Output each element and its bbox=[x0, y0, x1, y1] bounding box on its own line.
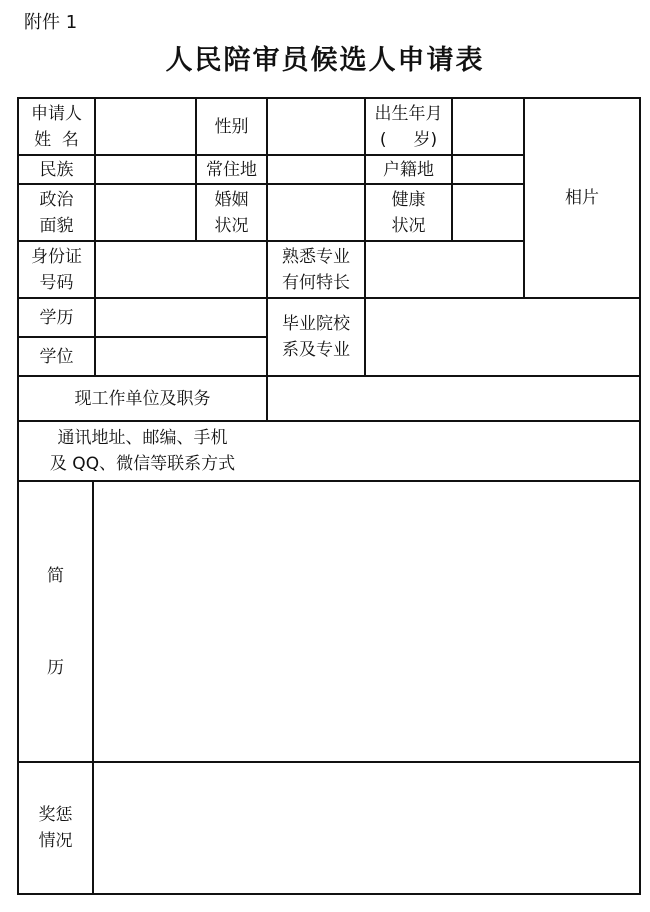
education-field[interactable] bbox=[96, 299, 266, 336]
birth-date-field[interactable] bbox=[453, 99, 523, 154]
resume-label-char2: 历 bbox=[47, 657, 64, 678]
health-status-label bbox=[366, 185, 451, 240]
degree-label bbox=[19, 338, 94, 375]
expertise-field[interactable] bbox=[366, 242, 523, 297]
awards-label-line2: 情况 bbox=[38, 831, 73, 851]
id-number-label-line2: 号码 bbox=[39, 272, 74, 293]
school-major-field[interactable] bbox=[366, 299, 639, 375]
gender-label-text: 性别 bbox=[214, 116, 249, 137]
residence-label-text: 常住地 bbox=[206, 159, 257, 180]
political-status-label-line2: 面貌 bbox=[39, 215, 74, 236]
expertise-label-line2: 有何特长 bbox=[282, 272, 350, 293]
contact-label-line2: 及 QQ、微信等联系方式 bbox=[49, 454, 236, 474]
school-major-label bbox=[268, 299, 364, 375]
resume-label bbox=[19, 482, 92, 761]
education-label-text: 学历 bbox=[39, 307, 74, 328]
expertise-label-line1: 熟悉专业 bbox=[282, 246, 350, 267]
resume-field[interactable] bbox=[94, 482, 639, 761]
gender-field[interactable] bbox=[268, 99, 364, 154]
grid-line bbox=[639, 97, 641, 895]
political-status-label-line1: 政治 bbox=[39, 189, 74, 210]
contact-label-line1: 通讯地址、邮编、手机 bbox=[57, 428, 228, 448]
school-major-label-line1: 毕业院校 bbox=[282, 314, 350, 334]
household-registration-label-text: 户籍地 bbox=[383, 159, 434, 180]
health-status-label-line1: 健康 bbox=[391, 189, 426, 210]
applicant-name-label-line1: 申请人 bbox=[31, 103, 82, 124]
resume-label-char1: 简 bbox=[47, 565, 64, 586]
ethnicity-label bbox=[19, 156, 94, 183]
applicant-name-label-line2: 姓 名 bbox=[34, 129, 79, 150]
political-status-label bbox=[19, 185, 94, 240]
residence-label bbox=[197, 156, 266, 183]
expertise-label bbox=[268, 242, 364, 297]
marital-status-label-line1: 婚姻 bbox=[214, 189, 249, 210]
awards-penalties-label bbox=[19, 763, 92, 893]
photo-label: 相片 bbox=[565, 188, 599, 208]
birth-date-label bbox=[366, 99, 451, 154]
work-unit-label-text: 现工作单位及职务 bbox=[74, 388, 211, 409]
photo-box[interactable] bbox=[525, 99, 639, 297]
marital-status-label bbox=[197, 185, 266, 240]
attachment-label: 附件 1 bbox=[24, 12, 78, 33]
ethnicity-field[interactable] bbox=[96, 156, 195, 183]
awards-label-line1: 奖惩 bbox=[38, 805, 73, 825]
ethnicity-label-text: 民族 bbox=[39, 159, 74, 180]
marital-status-field[interactable] bbox=[268, 185, 364, 240]
applicant-name-field[interactable] bbox=[96, 99, 195, 154]
id-number-field[interactable] bbox=[96, 242, 266, 297]
grid-line bbox=[18, 893, 640, 895]
contact-field[interactable] bbox=[268, 422, 639, 480]
school-major-label-line2: 系及专业 bbox=[282, 340, 350, 360]
residence-field[interactable] bbox=[268, 156, 364, 183]
household-registration-field[interactable] bbox=[453, 156, 523, 183]
household-registration-label bbox=[366, 156, 451, 183]
form-title: 人民陪审员候选人申请表 bbox=[165, 45, 485, 76]
birth-age-label-line2: ( 岁) bbox=[379, 129, 438, 150]
degree-label-text: 学位 bbox=[39, 346, 74, 367]
birth-date-label-line1: 出生年月 bbox=[374, 103, 443, 124]
applicant-name-label bbox=[19, 99, 94, 154]
id-number-label bbox=[19, 242, 94, 297]
awards-penalties-field[interactable] bbox=[94, 763, 639, 893]
id-number-label-line1: 身份证 bbox=[31, 246, 82, 267]
contact-label bbox=[19, 422, 266, 480]
health-status-field[interactable] bbox=[453, 185, 523, 240]
work-unit-label bbox=[19, 377, 266, 420]
education-label bbox=[19, 299, 94, 336]
health-status-label-line2: 状况 bbox=[391, 215, 426, 236]
work-unit-field[interactable] bbox=[268, 377, 639, 420]
marital-status-label-line2: 状况 bbox=[214, 215, 249, 236]
political-status-field[interactable] bbox=[96, 185, 195, 240]
degree-field[interactable] bbox=[96, 338, 266, 375]
gender-label bbox=[197, 99, 266, 154]
